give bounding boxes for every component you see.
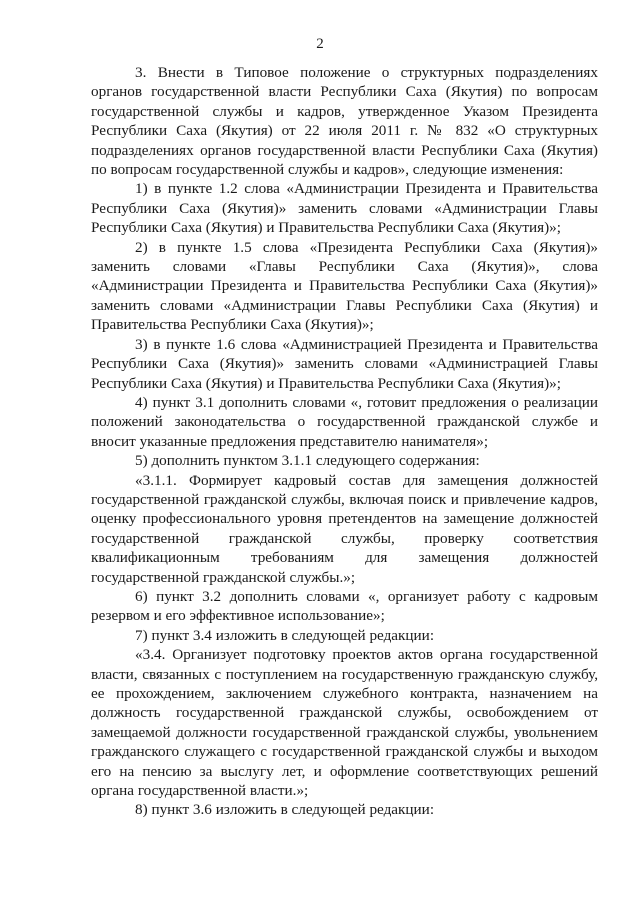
paragraph-quote-3-4: «3.4. Организует подготовку проектов актов органа государственной власти, связанных с поступлением на государственную гражданскую службу, ее прохождением, заключением служебного контракта, назначением на должность государственной гражданской службы, освобождением от замещаемой должности государственной гражданской службы, увольнением гражданского служащего с государственной гражданской службы и выходом его на пенсию за выслугу лет, и оформление соответствующих решений органа государственной власти.»; (91, 646, 598, 800)
paragraph-quote-3-1-1: «3.1.1. Формирует кадровый состав для замещения должностей государственной гражданской службы, включая поиск и привлечение кадров, оценку профессионального уровня претендентов на замещение должностей государственной гражданской службы, проверку соответствия квалификационным требованиям для замещения должностей государственной гражданской службы.»; (91, 471, 598, 586)
paragraph-item-8: 8) пункт 3.6 изложить в следующей редакции: (135, 801, 435, 819)
paragraph-item-3: 3) в пункте 1.6 слова «Администрацией Президента и Правительства Республики Саха (Якутия)» заменить словами «Администрацией Главы Республики Саха (Якутия) и Правительства Республики Саха (Якутия)»; (91, 335, 598, 392)
paragraph-item-5: 5) дополнить пунктом 3.1.1 следующего содержания: (135, 452, 480, 470)
paragraph-amendment-intro: 3. Внести в Типовое положение о структурных подразделениях органов государственной власти Республики Саха (Якутия) по вопросам государственной службы и кадров, утвержденное Указом Президента Республики Саха (Якутия) от 22 июля 2011 г. № 832 «О структурных подразделениях органов государственной власти Республики Саха (Якутия) по вопросам государственной службы и кадров», следующие изменения: (91, 64, 598, 179)
paragraph-item-4: 4) пункт 3.1 дополнить словами «, готовит предложения о реализации положений законодательства о государственной гражданской службе и вносит указанные предложения представителю нанимателя»; (91, 393, 598, 450)
page-number: 2 (316, 36, 324, 52)
paragraph-item-7: 7) пункт 3.4 изложить в следующей редакции: (135, 626, 435, 644)
paragraph-item-2: 2) в пункте 1.5 слова «Президента Республики Саха (Якутия)» заменить словами «Главы Республики Саха (Якутия)», слова «Администрации Президента и Правительства Республики Саха (Якутия)» заменить словами «Администрации Главы Республики Саха (Якутия) и Правительства Республики Саха (Якутия)»; (91, 238, 598, 334)
paragraph-item-6: 6) пункт 3.2 дополнить словами «, организует работу с кадровым резервом и его эффективное использование»; (91, 587, 598, 625)
document-body (91, 63, 598, 820)
paragraph-item-1: 1) в пункте 1.2 слова «Администрации Президента и Правительства Республики Саха (Якутия)» заменить словами «Администрации Главы Республики Саха (Якутия) и Правительства Республики Саха (Якутия)»; (91, 180, 598, 237)
